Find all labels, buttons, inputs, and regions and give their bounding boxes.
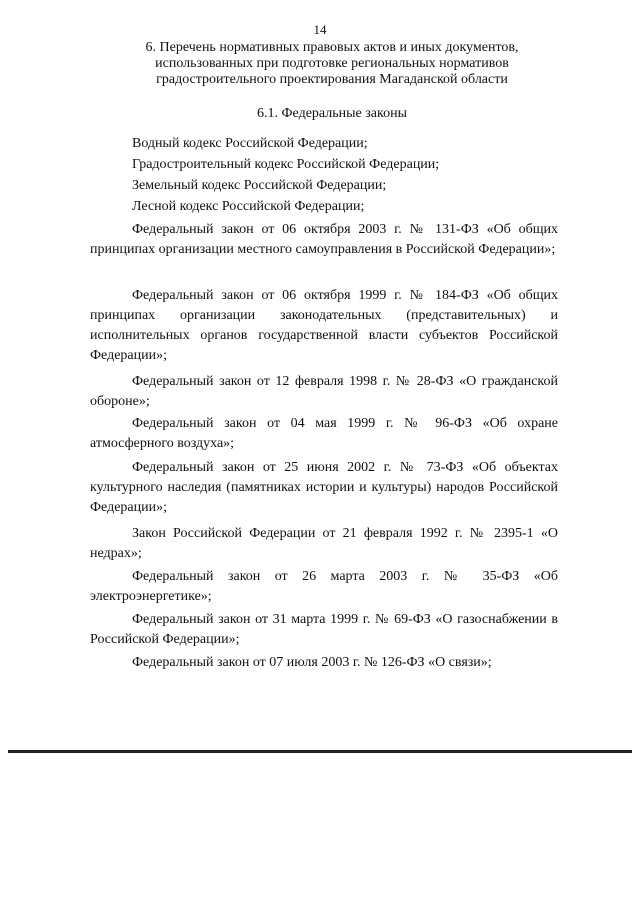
list-item: Закон Российской Федерации от 21 февраля 1992 г. № 2395-1 «О недрах»; (90, 526, 558, 561)
section-title: 6. Перечень нормативных правовых актов и иных документов, использованных при подготовке региональных нормативов градостроительного проектирования Магаданской области (145, 40, 519, 87)
list-item: Федеральный закон от 07 июля 2003 г. № 126-ФЗ «О связи»; (132, 655, 492, 670)
list-item: Градостроительный кодекс Российской Федерации; (132, 157, 440, 172)
list-item: Водный кодекс Российской Федерации; (132, 136, 368, 151)
list-item: Федеральный закон от 06 октября 1999 г. № 184-ФЗ «Об общих принципах организации законодательных (представительных) и исполнительных органов государственной власти субъектов Российской Федерации»; (90, 288, 558, 363)
list-item: Федеральный закон от 04 мая 1999 г. № 96-ФЗ «Об охране атмосферного воздуха»; (90, 416, 558, 451)
list-item: Федеральный закон от 31 марта 1999 г. № 69-ФЗ «О газоснабжении в Российской Федерации»; (90, 612, 558, 647)
subsection-title: 6.1. Федеральные законы (257, 106, 407, 121)
page-divider (8, 750, 632, 753)
list-item: Федеральный закон от 26 марта 2003 г. № 35-ФЗ «Об электроэнергетике»; (90, 569, 558, 604)
list-item: Федеральный закон от 25 июня 2002 г. № 73-ФЗ «Об объектах культурного наследия (памятниках истории и культуры) народов Российской Федерации»; (90, 460, 558, 515)
list-item: Федеральный закон от 12 февраля 1998 г. № 28-ФЗ «О гражданской обороне»; (90, 374, 558, 409)
page-number: 14 (313, 22, 327, 37)
list-item: Федеральный закон от 06 октября 2003 г. № 131-ФЗ «Об общих принципах организации местного самоуправления в Российской Федерации»; (90, 222, 558, 257)
list-item: Лесной кодекс Российской Федерации; (132, 199, 365, 214)
list-item: Земельный кодекс Российской Федерации; (132, 178, 387, 193)
